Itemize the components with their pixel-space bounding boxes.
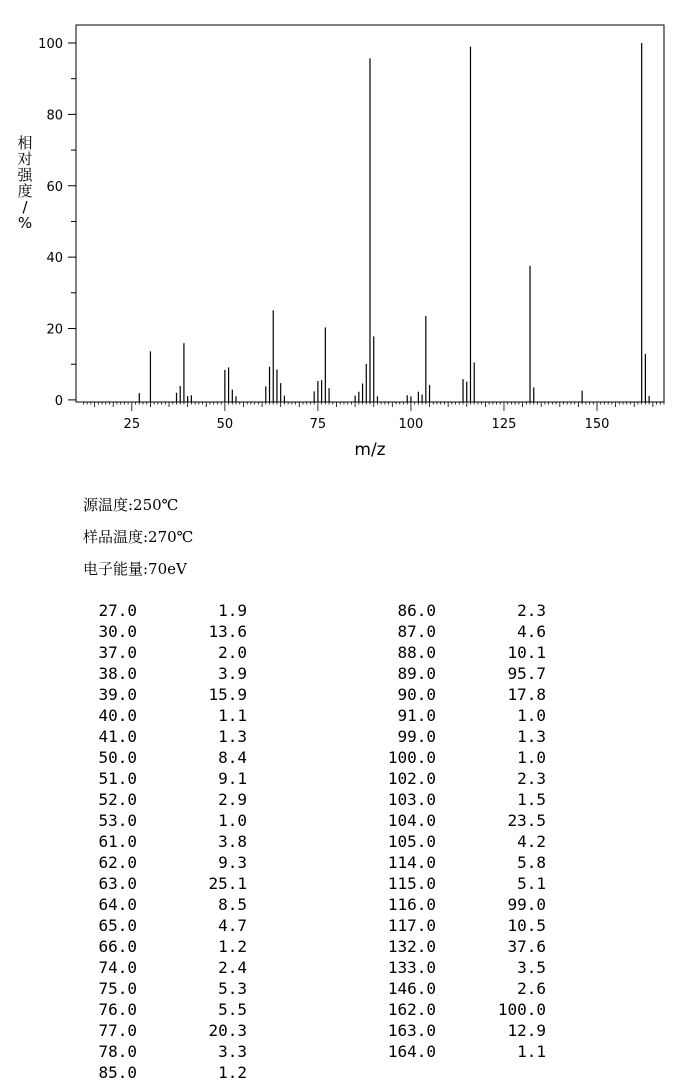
x-axis-ticks: [83, 402, 664, 432]
peak-row: [82, 1020, 247, 1041]
peak-row: [82, 915, 247, 936]
y-tick-label: 60: [46, 179, 63, 195]
peak-mz: 86.0: [397, 601, 436, 620]
peak-intensity: 10.5: [507, 916, 546, 935]
peak-mz: 41.0: [98, 727, 137, 746]
peak-mz: 103.0: [387, 790, 436, 809]
peak-row: [381, 705, 546, 726]
peak-row: [82, 726, 247, 747]
peak-table-right: [381, 600, 546, 1062]
peak-row: [82, 1062, 247, 1083]
peak-mz: 63.0: [98, 874, 137, 893]
peak-row: [381, 747, 546, 768]
peak-row: [381, 915, 546, 936]
peak-mz: 115.0: [387, 874, 436, 893]
x-tick-label: 125: [491, 417, 517, 432]
peak-intensity: 5.8: [517, 853, 546, 872]
peak-row: [381, 873, 546, 894]
x-axis-label: m/z: [354, 440, 386, 460]
peak-intensity: 4.6: [517, 622, 546, 641]
peak-row: [82, 810, 247, 831]
peak-intensity: 95.7: [507, 664, 546, 683]
peak-mz: 89.0: [397, 664, 436, 683]
peak-row: [82, 831, 247, 852]
peak-mz: 105.0: [387, 832, 436, 851]
peak-row: [82, 936, 247, 957]
peak-row: [82, 747, 247, 768]
peak-row: [381, 726, 546, 747]
peak-row: [82, 873, 247, 894]
peak-intensity: 4.2: [517, 832, 546, 851]
peak-intensity: 2.9: [218, 790, 247, 809]
peak-mz: 114.0: [387, 853, 436, 872]
peak-row: [82, 957, 247, 978]
peak-mz: 117.0: [387, 916, 436, 935]
peak-mz: 53.0: [98, 811, 137, 830]
peak-intensity: 10.1: [507, 643, 546, 662]
peak-intensity: 2.6: [517, 979, 546, 998]
peak-mz: 146.0: [387, 979, 436, 998]
peak-intensity: 9.3: [218, 853, 247, 872]
x-tick-label: 75: [309, 417, 327, 432]
peak-mz: 50.0: [98, 748, 137, 767]
peak-intensity: 1.9: [218, 601, 247, 620]
peak-row: [82, 894, 247, 915]
peak-intensity: 15.9: [208, 685, 247, 704]
peak-row: [82, 600, 247, 621]
peak-row: [381, 684, 546, 705]
peak-intensity: 1.2: [218, 1063, 247, 1082]
peak-mz: 65.0: [98, 916, 137, 935]
peak-mz: 88.0: [397, 643, 436, 662]
peak-mz: 76.0: [98, 1000, 137, 1019]
peak-intensity: 99.0: [507, 895, 546, 914]
peak-intensity: 1.3: [517, 727, 546, 746]
peak-row: [381, 1041, 546, 1062]
source-temperature: 源温度:250℃: [83, 496, 179, 514]
peak-intensity: 5.1: [517, 874, 546, 893]
instrument-conditions: [83, 494, 193, 590]
x-tick-label: 100: [398, 417, 424, 432]
peak-row: [381, 768, 546, 789]
peak-row: [82, 978, 247, 999]
peak-mz: 39.0: [98, 685, 137, 704]
x-tick-label: 25: [123, 417, 141, 432]
peak-row: [82, 705, 247, 726]
peak-intensity: 8.5: [218, 895, 247, 914]
y-tick-label: 0: [54, 393, 63, 409]
peak-row: [82, 621, 247, 642]
x-tick-label: 150: [584, 417, 610, 432]
peak-mz: 62.0: [98, 853, 137, 872]
peak-mz: 90.0: [397, 685, 436, 704]
peak-intensity: 1.0: [517, 748, 546, 767]
peak-row: [381, 999, 546, 1020]
peak-row: [381, 831, 546, 852]
peak-row: [82, 1041, 247, 1062]
peak-intensity: 17.8: [507, 685, 546, 704]
peak-intensity: 3.5: [517, 958, 546, 977]
peak-mz: 99.0: [397, 727, 436, 746]
peak-row: [381, 621, 546, 642]
spectrum-peaks: [139, 43, 649, 402]
peak-row: [82, 684, 247, 705]
peak-mz: 85.0: [98, 1063, 137, 1082]
mass-spectrum-chart: [0, 0, 687, 470]
peak-intensity: 2.0: [218, 643, 247, 662]
peak-mz: 100.0: [387, 748, 436, 767]
peak-mz: 164.0: [387, 1042, 436, 1061]
peak-intensity: 1.3: [218, 727, 247, 746]
peak-row: [82, 663, 247, 684]
peak-mz: 64.0: [98, 895, 137, 914]
peak-intensity: 1.1: [218, 706, 247, 725]
x-tick-label: 50: [216, 417, 234, 432]
peak-row: [82, 852, 247, 873]
peak-row: [381, 978, 546, 999]
peak-row: [381, 600, 546, 621]
peak-intensity: 3.9: [218, 664, 247, 683]
peak-row: [381, 1020, 546, 1041]
y-axis-ticks: [38, 37, 76, 409]
peak-mz: 132.0: [387, 937, 436, 956]
y-tick-label: 20: [46, 322, 63, 338]
peak-intensity: 2.3: [517, 769, 546, 788]
peak-row: [82, 642, 247, 663]
peak-intensity: 37.6: [507, 937, 546, 956]
y-tick-label: 100: [38, 37, 63, 52]
peak-mz: 78.0: [98, 1042, 137, 1061]
y-tick-label: 40: [46, 251, 63, 267]
peak-intensity: 5.3: [218, 979, 247, 998]
peak-mz: 30.0: [98, 622, 137, 641]
peak-row: [381, 894, 546, 915]
peak-intensity: 23.5: [507, 811, 546, 830]
peak-table-left: [82, 600, 247, 1083]
peak-intensity: 5.5: [218, 1000, 247, 1019]
peak-row: [82, 999, 247, 1020]
peak-row: [381, 789, 546, 810]
peak-intensity: 1.2: [218, 937, 247, 956]
peak-intensity: 2.3: [517, 601, 546, 620]
peak-intensity: 20.3: [208, 1021, 247, 1040]
peak-row: [82, 789, 247, 810]
peak-intensity: 1.0: [218, 811, 247, 830]
peak-mz: 40.0: [98, 706, 137, 725]
peak-intensity: 8.4: [218, 748, 247, 767]
peak-intensity: 1.5: [517, 790, 546, 809]
peak-intensity: 3.8: [218, 832, 247, 851]
peak-mz: 37.0: [98, 643, 137, 662]
peak-row: [381, 663, 546, 684]
peak-mz: 75.0: [98, 979, 137, 998]
peak-row: [381, 957, 546, 978]
peak-mz: 91.0: [397, 706, 436, 725]
peak-intensity: 3.3: [218, 1042, 247, 1061]
peak-mz: 51.0: [98, 769, 137, 788]
y-axis-label: 相对强度/ %: [17, 134, 33, 232]
sample-temperature: 样品温度:270℃: [83, 528, 194, 546]
peak-intensity: 9.1: [218, 769, 247, 788]
peak-intensity: 4.7: [218, 916, 247, 935]
peak-row: [381, 936, 546, 957]
peak-row: [381, 810, 546, 831]
peak-mz: 116.0: [387, 895, 436, 914]
peak-intensity: 2.4: [218, 958, 247, 977]
peak-mz: 163.0: [387, 1021, 436, 1040]
electron-energy: 电子能量:70eV: [83, 560, 187, 578]
peak-intensity: 13.6: [208, 622, 247, 641]
peak-row: [381, 852, 546, 873]
peak-intensity: 25.1: [208, 874, 247, 893]
peak-mz: 61.0: [98, 832, 137, 851]
y-tick-label: 80: [46, 108, 63, 124]
peak-mz: 66.0: [98, 937, 137, 956]
peak-mz: 162.0: [387, 1000, 436, 1019]
peak-mz: 102.0: [387, 769, 436, 788]
peak-row: [82, 768, 247, 789]
peak-mz: 74.0: [98, 958, 137, 977]
peak-intensity: 12.9: [507, 1021, 546, 1040]
peak-mz: 133.0: [387, 958, 436, 977]
peak-intensity: 1.1: [517, 1042, 546, 1061]
peak-row: [381, 642, 546, 663]
peak-mz: 52.0: [98, 790, 137, 809]
peak-mz: 87.0: [397, 622, 436, 641]
peak-mz: 104.0: [387, 811, 436, 830]
peak-intensity: 100.0: [497, 1000, 546, 1019]
peak-mz: 77.0: [98, 1021, 137, 1040]
peak-mz: 27.0: [98, 601, 137, 620]
peak-intensity: 1.0: [517, 706, 546, 725]
peak-mz: 38.0: [98, 664, 137, 683]
